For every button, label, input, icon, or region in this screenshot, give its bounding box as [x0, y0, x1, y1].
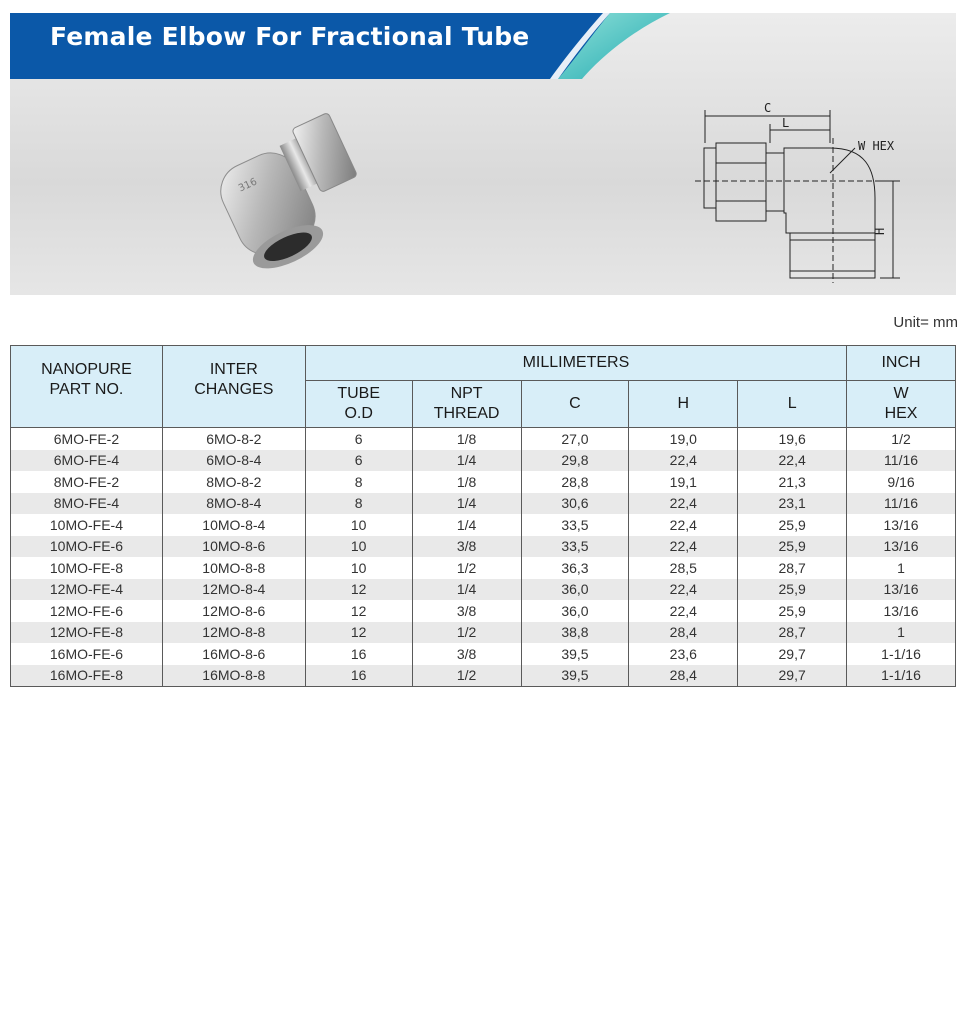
header-c: C [521, 381, 629, 428]
header-tube-od: TUBE O.D [305, 381, 412, 428]
cell-part-no: 12MO-FE-4 [11, 579, 163, 601]
cell-tube-od: 8 [305, 493, 412, 515]
specification-table [10, 345, 956, 687]
table-row [11, 471, 956, 493]
cell-inter-change: 6MO-8-2 [162, 428, 305, 450]
cell-inter-change: 12MO-8-4 [162, 579, 305, 601]
cell-l: 28,7 [738, 557, 847, 579]
cell-l: 23,1 [738, 493, 847, 515]
cell-npt-thread: 3/8 [412, 643, 521, 665]
cell-npt-thread: 1/8 [412, 471, 521, 493]
header-inter-changes: INTER CHANGES [162, 346, 305, 428]
cell-h: 19,1 [629, 471, 738, 493]
cell-h: 22,4 [629, 514, 738, 536]
header-w-hex: W HEX [847, 381, 956, 428]
cell-l: 29,7 [738, 643, 847, 665]
header-l: L [738, 381, 847, 428]
cell-inter-change: 8MO-8-4 [162, 493, 305, 515]
page-title: Female Elbow For Fractional Tube [50, 22, 530, 51]
table-row [11, 557, 956, 579]
cell-inter-change: 16MO-8-8 [162, 665, 305, 687]
technical-drawing [690, 88, 925, 288]
unit-note: Unit= mm [893, 314, 958, 331]
cell-npt-thread: 1/4 [412, 514, 521, 536]
cell-npt-thread: 1/2 [412, 665, 521, 687]
cell-part-no: 10MO-FE-6 [11, 536, 163, 558]
cell-inter-change: 10MO-8-4 [162, 514, 305, 536]
dimension-h-label: H [873, 227, 887, 235]
header-npt-thread: NPT THREAD [412, 381, 521, 428]
cell-l: 21,3 [738, 471, 847, 493]
cell-part-no: 12MO-FE-6 [11, 600, 163, 622]
table-row [11, 536, 956, 558]
cell-c: 39,5 [521, 665, 629, 687]
header-nanopure-part-no: NANOPURE PART NO. [11, 346, 163, 428]
cell-w-hex: 11/16 [847, 450, 956, 472]
cell-h: 28,5 [629, 557, 738, 579]
cell-l: 25,9 [738, 579, 847, 601]
cell-inter-change: 12MO-8-6 [162, 600, 305, 622]
cell-l: 25,9 [738, 600, 847, 622]
cell-l: 29,7 [738, 665, 847, 687]
cell-inter-change: 8MO-8-2 [162, 471, 305, 493]
cell-tube-od: 16 [305, 665, 412, 687]
svg-text:316: 316 [236, 176, 259, 195]
cell-inter-change: 10MO-8-8 [162, 557, 305, 579]
cell-c: 36,0 [521, 579, 629, 601]
cell-l: 22,4 [738, 450, 847, 472]
cell-part-no: 6MO-FE-2 [11, 428, 163, 450]
table-row [11, 579, 956, 601]
cell-h: 23,6 [629, 643, 738, 665]
cell-npt-thread: 3/8 [412, 600, 521, 622]
cell-tube-od: 6 [305, 450, 412, 472]
cell-npt-thread: 1/4 [412, 493, 521, 515]
cell-h: 22,4 [629, 536, 738, 558]
cell-inter-change: 6MO-8-4 [162, 450, 305, 472]
cell-npt-thread: 1/8 [412, 428, 521, 450]
cell-tube-od: 12 [305, 579, 412, 601]
cell-w-hex: 9/16 [847, 471, 956, 493]
cell-tube-od: 10 [305, 514, 412, 536]
cell-h: 22,4 [629, 450, 738, 472]
cell-w-hex: 1/2 [847, 428, 956, 450]
dimension-c-label: C [764, 101, 772, 115]
cell-inter-change: 10MO-8-6 [162, 536, 305, 558]
dimension-whex-label: W HEX [858, 139, 895, 153]
table-row [11, 450, 956, 472]
cell-tube-od: 16 [305, 643, 412, 665]
cell-w-hex: 1 [847, 557, 956, 579]
cell-tube-od: 8 [305, 471, 412, 493]
cell-w-hex: 11/16 [847, 493, 956, 515]
cell-part-no: 8MO-FE-4 [11, 493, 163, 515]
cell-npt-thread: 1/2 [412, 557, 521, 579]
cell-l: 25,9 [738, 536, 847, 558]
table-row [11, 514, 956, 536]
table-row [11, 643, 956, 665]
table-row [11, 665, 956, 687]
cell-npt-thread: 1/4 [412, 450, 521, 472]
cell-w-hex: 13/16 [847, 536, 956, 558]
product-photo [200, 93, 370, 288]
table-row [11, 428, 956, 450]
cell-h: 19,0 [629, 428, 738, 450]
cell-h: 22,4 [629, 600, 738, 622]
cell-l: 28,7 [738, 622, 847, 644]
cell-c: 28,8 [521, 471, 629, 493]
cell-inter-change: 16MO-8-6 [162, 643, 305, 665]
cell-tube-od: 12 [305, 622, 412, 644]
cell-tube-od: 6 [305, 428, 412, 450]
cell-tube-od: 10 [305, 557, 412, 579]
cell-part-no: 6MO-FE-4 [11, 450, 163, 472]
header-millimeters: MILLIMETERS [305, 346, 846, 381]
cell-w-hex: 1-1/16 [847, 665, 956, 687]
table-row [11, 600, 956, 622]
cell-w-hex: 1 [847, 622, 956, 644]
cell-c: 30,6 [521, 493, 629, 515]
specification-table-body [11, 428, 956, 687]
cell-inter-change: 12MO-8-8 [162, 622, 305, 644]
cell-npt-thread: 1/2 [412, 622, 521, 644]
table-row [11, 493, 956, 515]
cell-h: 28,4 [629, 622, 738, 644]
cell-c: 29,8 [521, 450, 629, 472]
cell-w-hex: 13/16 [847, 579, 956, 601]
table-row [11, 622, 956, 644]
cell-c: 38,8 [521, 622, 629, 644]
cell-part-no: 16MO-FE-8 [11, 665, 163, 687]
cell-h: 22,4 [629, 493, 738, 515]
cell-w-hex: 13/16 [847, 514, 956, 536]
cell-c: 39,5 [521, 643, 629, 665]
cell-l: 19,6 [738, 428, 847, 450]
cell-w-hex: 1-1/16 [847, 643, 956, 665]
cell-c: 27,0 [521, 428, 629, 450]
cell-part-no: 10MO-FE-4 [11, 514, 163, 536]
cell-npt-thread: 3/8 [412, 536, 521, 558]
cell-part-no: 8MO-FE-2 [11, 471, 163, 493]
header-inch: INCH [847, 346, 956, 381]
cell-l: 25,9 [738, 514, 847, 536]
cell-c: 33,5 [521, 514, 629, 536]
cell-tube-od: 12 [305, 600, 412, 622]
cell-part-no: 10MO-FE-8 [11, 557, 163, 579]
cell-c: 33,5 [521, 536, 629, 558]
header-h: H [629, 381, 738, 428]
product-banner [10, 13, 956, 295]
cell-tube-od: 10 [305, 536, 412, 558]
cell-c: 36,3 [521, 557, 629, 579]
cell-w-hex: 13/16 [847, 600, 956, 622]
cell-part-no: 12MO-FE-8 [11, 622, 163, 644]
dimension-l-label: L [782, 116, 790, 130]
cell-h: 22,4 [629, 579, 738, 601]
cell-npt-thread: 1/4 [412, 579, 521, 601]
cell-c: 36,0 [521, 600, 629, 622]
cell-h: 28,4 [629, 665, 738, 687]
cell-part-no: 16MO-FE-6 [11, 643, 163, 665]
